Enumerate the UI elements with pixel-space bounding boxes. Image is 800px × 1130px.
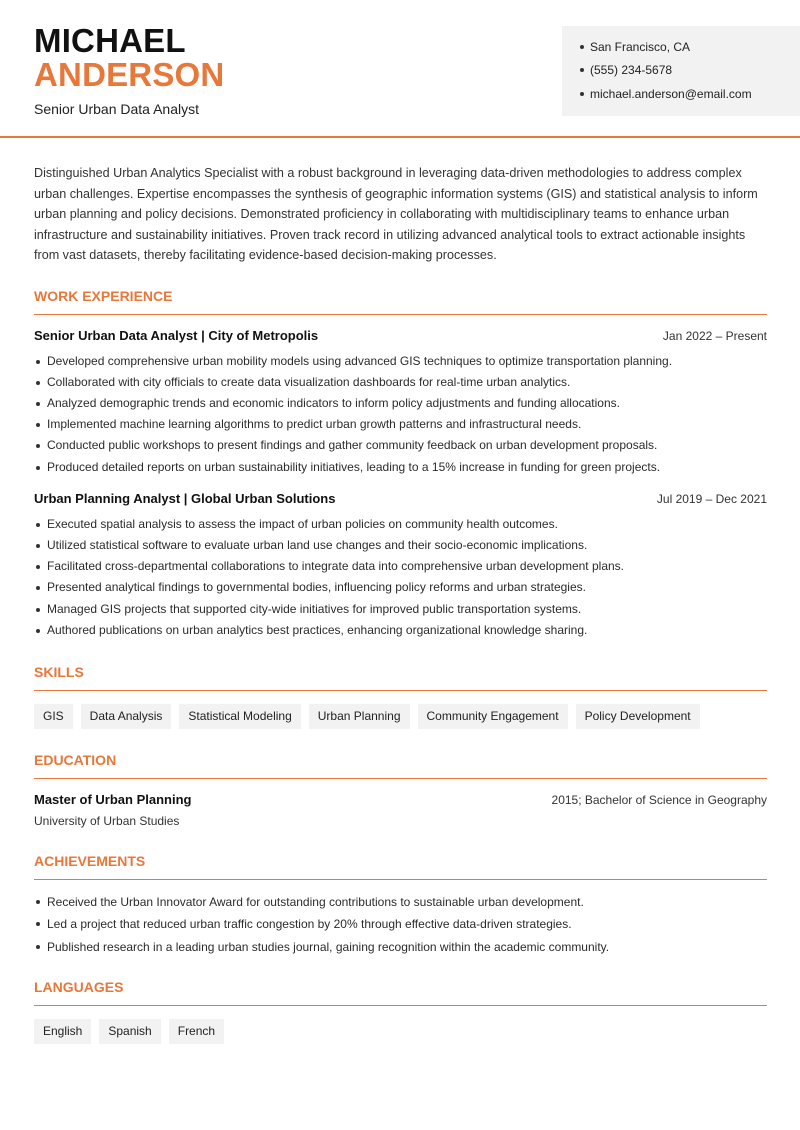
contact-phone: (555) 234-5678 xyxy=(590,63,673,77)
list-item: Received the Urban Innovator Award for outstanding contributions to sustainable urban development. xyxy=(34,891,767,914)
school: University of Urban Studies xyxy=(34,813,180,828)
education-detail: 2015; Bachelor of Science in Geography xyxy=(551,792,767,807)
job-dates: Jan 2022 – Present xyxy=(662,328,767,343)
job-bullets xyxy=(34,514,767,641)
language-chip: English xyxy=(34,1019,91,1044)
list-item: Analyzed demographic trends and economic indicators to inform policy adjustments and funding allocations. xyxy=(34,393,767,414)
contact-box xyxy=(562,26,800,116)
list-item: Collaborated with city officials to create data visualization dashboards for real-time urban analytics. xyxy=(34,372,767,393)
section-title-work: WORK EXPERIENCE xyxy=(34,287,767,315)
summary-text: Distinguished Urban Analytics Specialist with a robust background in leveraging data-driven methodologies to address complex urban challenges. Expertise encompasses the synthesis of geographic information systems (GIS) and statistical analysis to inform urban planning and policy decisions. Demonstrated proficiency in collaborating with multidisciplinary teams to enhance urban infrastructure and sustainability initiatives. Proven track record in utilizing advanced analytical tools to extract actionable insights from vast datasets, thereby facilitating evidence-based decision-making processes. xyxy=(34,166,758,262)
languages-list xyxy=(34,1019,767,1044)
resume-header xyxy=(0,0,800,138)
list-item: Published research in a leading urban studies journal, gaining recognition within the academic community. xyxy=(34,936,767,959)
last-name: ANDERSON xyxy=(34,56,225,93)
skill-chip: Policy Development xyxy=(576,704,700,729)
contact-email[interactable]: michael.anderson@email.com xyxy=(590,87,752,101)
job-entry xyxy=(34,490,767,641)
language-chip: Spanish xyxy=(99,1019,160,1044)
job-bullets xyxy=(34,351,767,478)
job-entry xyxy=(34,327,767,478)
contact-location: San Francisco, CA xyxy=(590,40,691,54)
list-item: Managed GIS projects that supported city-wide initiatives for improved public transportation systems. xyxy=(34,599,767,620)
achievements-list xyxy=(34,891,767,959)
skill-chip: Statistical Modeling xyxy=(179,704,300,729)
skill-chip: Data Analysis xyxy=(81,704,172,729)
skill-chip: Urban Planning xyxy=(309,704,410,729)
list-item: Led a project that reduced urban traffic congestion by 20% through effective data-driven strategies. xyxy=(34,913,767,936)
list-item: Presented analytical findings to governmental bodies, influencing policy reforms and urban strategies. xyxy=(34,577,767,598)
list-item: Utilized statistical software to evaluate urban land use changes and their socio-economic implications. xyxy=(34,535,767,556)
list-item: Executed spatial analysis to assess the impact of urban policies on community health outcomes. xyxy=(34,514,767,535)
skills-list xyxy=(34,704,767,729)
list-item: Conducted public workshops to present findings and gather community feedback on urban development proposals. xyxy=(34,435,767,456)
job-role: Urban Planning Analyst | Global Urban Solutions xyxy=(34,490,336,506)
list-item: Developed comprehensive urban mobility models using advanced GIS techniques to optimize transportation planning. xyxy=(34,351,767,372)
degree: Master of Urban Planning xyxy=(34,791,192,807)
list-item: Implemented machine learning algorithms to predict urban growth patterns and infrastructural needs. xyxy=(34,414,767,435)
resume-content xyxy=(34,136,767,1044)
section-title-skills: SKILLS xyxy=(34,663,767,691)
job-title: Senior Urban Data Analyst xyxy=(34,101,199,117)
job-dates: Jul 2019 – Dec 2021 xyxy=(656,491,767,506)
list-item: Facilitated cross-departmental collaborations to integrate data into comprehensive urban development plans. xyxy=(34,556,767,577)
skill-chip: GIS xyxy=(34,704,73,729)
education-entry xyxy=(34,791,767,830)
section-title-achievements: ACHIEVEMENTS xyxy=(34,852,767,880)
list-item: Authored publications on urban analytics best practices, enhancing organizational knowledge sharing. xyxy=(34,620,767,641)
skill-chip: Community Engagement xyxy=(418,704,568,729)
language-chip: French xyxy=(169,1019,224,1044)
section-title-education: EDUCATION xyxy=(34,751,767,779)
section-title-languages: LANGUAGES xyxy=(34,978,767,1006)
list-item: Produced detailed reports on urban sustainability initiatives, leading to a 15% increase in funding for green projects. xyxy=(34,457,767,478)
first-name: MICHAEL xyxy=(34,22,186,59)
job-role: Senior Urban Data Analyst | City of Metropolis xyxy=(34,327,319,343)
